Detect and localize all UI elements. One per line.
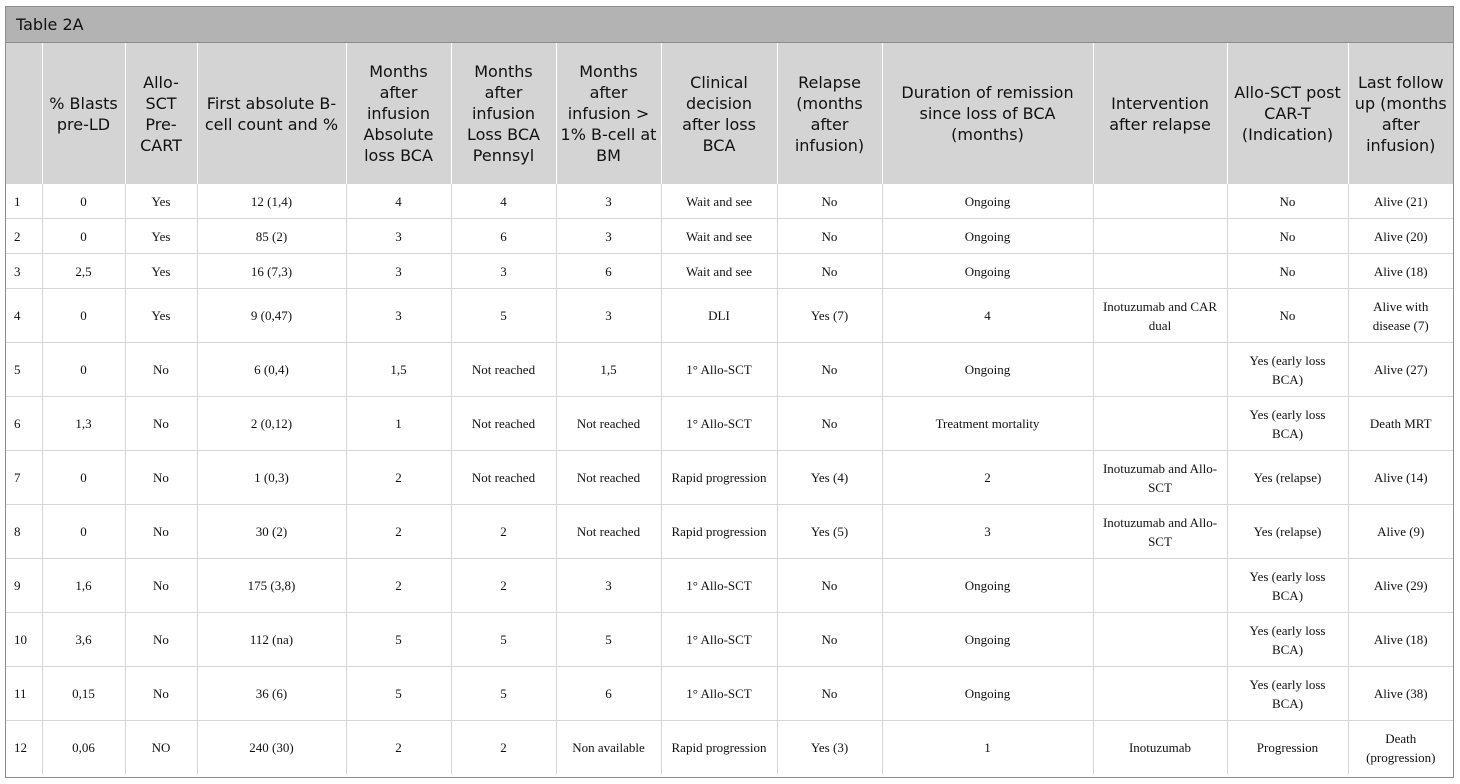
table-cell: 11	[6, 667, 42, 721]
table-cell: Not reached	[556, 397, 661, 451]
table-cell: Alive (27)	[1348, 343, 1453, 397]
table-cell: Alive (14)	[1348, 451, 1453, 505]
table-cell: 12 (1,4)	[197, 184, 346, 219]
table-cell: Yes (3)	[777, 721, 882, 775]
column-header: Allo-SCT Pre-CART	[125, 43, 197, 184]
table-container	[5, 6, 1454, 778]
table-cell: Rapid progression	[661, 505, 777, 559]
table-cell: 16 (7,3)	[197, 254, 346, 289]
table-cell: No	[125, 397, 197, 451]
table-cell: 4	[451, 184, 556, 219]
table-row	[6, 559, 1453, 613]
table-cell: 2	[346, 451, 451, 505]
column-header: First absolute B-cell count and %	[197, 43, 346, 184]
table-cell: Inotuzumab and Allo-SCT	[1093, 505, 1227, 559]
column-header: Relapse (months after infusion)	[777, 43, 882, 184]
table-row	[6, 254, 1453, 289]
table-row	[6, 613, 1453, 667]
table-cell: 0	[42, 184, 125, 219]
table-cell: Yes (4)	[777, 451, 882, 505]
table-cell: Ongoing	[882, 559, 1093, 613]
table-cell: 3	[451, 254, 556, 289]
table-cell: 175 (3,8)	[197, 559, 346, 613]
table-cell: 2,5	[42, 254, 125, 289]
column-header: Months after infusion > 1% B-cell at BM	[556, 43, 661, 184]
table-cell: 2 (0,12)	[197, 397, 346, 451]
table-cell: 1,6	[42, 559, 125, 613]
table-cell: Ongoing	[882, 343, 1093, 397]
table-cell: Inotuzumab and CAR dual	[1093, 289, 1227, 343]
table-cell: 5	[346, 667, 451, 721]
table-cell: Yes	[125, 254, 197, 289]
table-cell	[1093, 613, 1227, 667]
column-header: Months after infusion Absolute loss BCA	[346, 43, 451, 184]
table-cell: No	[1227, 289, 1348, 343]
table-cell: 2	[346, 721, 451, 775]
table-cell: Yes (early loss BCA)	[1227, 397, 1348, 451]
table-cell: 4	[882, 289, 1093, 343]
table-cell: 1	[346, 397, 451, 451]
table-cell: 240 (30)	[197, 721, 346, 775]
table-cell: Yes (early loss BCA)	[1227, 559, 1348, 613]
table-cell: 12	[6, 721, 42, 775]
table-cell	[1093, 184, 1227, 219]
table-cell: Yes (early loss BCA)	[1227, 667, 1348, 721]
table-row	[6, 505, 1453, 559]
table-cell: Non available	[556, 721, 661, 775]
column-header: Allo-SCT post CAR-T (Indication)	[1227, 43, 1348, 184]
table-cell: 3	[346, 254, 451, 289]
table-cell: 1	[882, 721, 1093, 775]
table-cell: Ongoing	[882, 613, 1093, 667]
table-cell	[1093, 667, 1227, 721]
column-header: Intervention after relapse	[1093, 43, 1227, 184]
table-cell: No	[1227, 219, 1348, 254]
table-cell: 2	[451, 505, 556, 559]
table-row	[6, 721, 1453, 775]
table-cell: 3	[556, 184, 661, 219]
table-cell: 3	[882, 505, 1093, 559]
table-cell: 2	[6, 219, 42, 254]
table-body	[6, 184, 1453, 774]
table-cell: Progression	[1227, 721, 1348, 775]
table-row	[6, 667, 1453, 721]
table-cell	[1093, 397, 1227, 451]
table-cell: 8	[6, 505, 42, 559]
table-cell: 85 (2)	[197, 219, 346, 254]
table-cell: Alive (18)	[1348, 254, 1453, 289]
table-cell: 6	[556, 254, 661, 289]
table-cell: 0	[42, 219, 125, 254]
table-cell: 5	[6, 343, 42, 397]
table-cell: Rapid progression	[661, 451, 777, 505]
table-cell: Not reached	[451, 397, 556, 451]
table-cell: 1,5	[556, 343, 661, 397]
table-cell: Ongoing	[882, 667, 1093, 721]
table-cell: Not reached	[451, 451, 556, 505]
table-cell: 6	[556, 667, 661, 721]
table-cell: 3	[556, 219, 661, 254]
table-row	[6, 184, 1453, 219]
results-table	[6, 43, 1453, 774]
table-cell: Not reached	[556, 451, 661, 505]
table-cell: 1° Allo-SCT	[661, 613, 777, 667]
table-cell: 1° Allo-SCT	[661, 559, 777, 613]
table-cell: No	[125, 667, 197, 721]
table-cell: Alive (38)	[1348, 667, 1453, 721]
table-cell: No	[777, 613, 882, 667]
table-cell: Ongoing	[882, 254, 1093, 289]
table-cell: 5	[451, 289, 556, 343]
table-cell: No	[125, 559, 197, 613]
table-cell: 4	[6, 289, 42, 343]
column-header: Duration of remission since loss of BCA (months)	[882, 43, 1093, 184]
table-cell: 36 (6)	[197, 667, 346, 721]
table-cell: 3,6	[42, 613, 125, 667]
table-cell: 5	[556, 613, 661, 667]
table-cell: 9 (0,47)	[197, 289, 346, 343]
table-cell: 3	[556, 289, 661, 343]
table-cell: 3	[346, 289, 451, 343]
table-cell: Yes	[125, 219, 197, 254]
table-cell: Yes	[125, 289, 197, 343]
table-cell: Death MRT	[1348, 397, 1453, 451]
table-cell: 6	[451, 219, 556, 254]
table-cell: Yes (5)	[777, 505, 882, 559]
table-cell: 30 (2)	[197, 505, 346, 559]
header-row	[6, 43, 1453, 184]
table-row	[6, 289, 1453, 343]
table-cell: 0,15	[42, 667, 125, 721]
table-cell: No	[777, 667, 882, 721]
table-cell	[1093, 219, 1227, 254]
table-cell: 2	[346, 559, 451, 613]
table-cell: No	[777, 559, 882, 613]
table-cell: 0	[42, 343, 125, 397]
table-cell: Wait and see	[661, 254, 777, 289]
column-header	[6, 43, 42, 184]
table-cell: 10	[6, 613, 42, 667]
table-cell: Alive (9)	[1348, 505, 1453, 559]
table-cell: Alive (21)	[1348, 184, 1453, 219]
table-cell	[1093, 343, 1227, 397]
table-cell: 2	[346, 505, 451, 559]
table-cell: 1° Allo-SCT	[661, 343, 777, 397]
table-cell: 2	[451, 721, 556, 775]
table-cell: Not reached	[451, 343, 556, 397]
table-cell: Death (progression)	[1366, 730, 1436, 765]
table-cell: 7	[6, 451, 42, 505]
table-cell: 0,06	[42, 721, 125, 775]
table-cell: No	[777, 397, 882, 451]
table-cell: 112 (na)	[197, 613, 346, 667]
table-cell: No	[125, 613, 197, 667]
table-cell: 5	[346, 613, 451, 667]
table-cell: 3	[346, 219, 451, 254]
table-cell: Ongoing	[882, 184, 1093, 219]
table-cell: 2	[882, 451, 1093, 505]
table-cell: 1,5	[346, 343, 451, 397]
table-cell: Alive (20)	[1348, 219, 1453, 254]
table-cell: No	[125, 451, 197, 505]
column-header: Last follow up (months after infusion)	[1348, 43, 1453, 184]
table-cell: Inotuzumab and Allo-SCT	[1093, 451, 1227, 505]
table-cell: Wait and see	[661, 184, 777, 219]
table-cell	[1093, 254, 1227, 289]
table-cell: Treatment mortality	[882, 397, 1093, 451]
table-cell: 1 (0,3)	[197, 451, 346, 505]
table-cell: Wait and see	[661, 219, 777, 254]
table-cell: No	[1227, 254, 1348, 289]
table-cell: Yes (relapse)	[1227, 505, 1348, 559]
table-cell: 1° Allo-SCT	[661, 397, 777, 451]
table-cell: 6 (0,4)	[197, 343, 346, 397]
table-cell: Ongoing	[882, 219, 1093, 254]
table-cell: 5	[451, 667, 556, 721]
table-cell: 9	[6, 559, 42, 613]
column-header: % Blasts pre-LD	[42, 43, 125, 184]
table-cell	[1093, 559, 1227, 613]
table-cell: DLI	[661, 289, 777, 343]
table-cell: Alive (29)	[1348, 559, 1453, 613]
table-cell: Yes (7)	[777, 289, 882, 343]
table-cell: No	[1227, 184, 1348, 219]
table-cell: No	[125, 505, 197, 559]
table-cell: 5	[451, 613, 556, 667]
table-cell: No	[777, 254, 882, 289]
table-cell: Rapid progression	[661, 721, 777, 775]
table-row	[6, 343, 1453, 397]
table-cell: Yes	[125, 184, 197, 219]
table-cell: 0	[42, 451, 125, 505]
table-cell: 3	[556, 559, 661, 613]
table-cell: 0	[42, 289, 125, 343]
table-cell: No	[777, 184, 882, 219]
table-cell: No	[125, 343, 197, 397]
table-cell: 1,3	[42, 397, 125, 451]
table-cell: 3	[6, 254, 42, 289]
column-header: Months after infusion Loss BCA Pennsyl	[451, 43, 556, 184]
table-cell: NO	[125, 721, 197, 775]
table-cell: 6	[6, 397, 42, 451]
table-row	[6, 397, 1453, 451]
table-cell: Alive with disease (7)	[1348, 289, 1453, 343]
column-header: Clinical decision after loss BCA	[661, 43, 777, 184]
table-cell: No	[777, 343, 882, 397]
table-cell: 4	[346, 184, 451, 219]
table-cell: Not reached	[556, 505, 661, 559]
table-cell: 1	[6, 184, 42, 219]
table-cell: Yes (early loss BCA)	[1227, 343, 1348, 397]
table-cell: 0	[42, 505, 125, 559]
table-cell: Yes (early loss BCA)	[1227, 613, 1348, 667]
table-row	[6, 451, 1453, 505]
table-cell: Alive (18)	[1348, 613, 1453, 667]
table-cell: 2	[451, 559, 556, 613]
table-cell: 1° Allo-SCT	[661, 667, 777, 721]
table-cell: Inotuzumab	[1093, 721, 1227, 775]
table-cell: No	[777, 219, 882, 254]
table-cell: Yes (relapse)	[1227, 451, 1348, 505]
table-row	[6, 219, 1453, 254]
table-title: Table 2A	[6, 7, 1453, 43]
